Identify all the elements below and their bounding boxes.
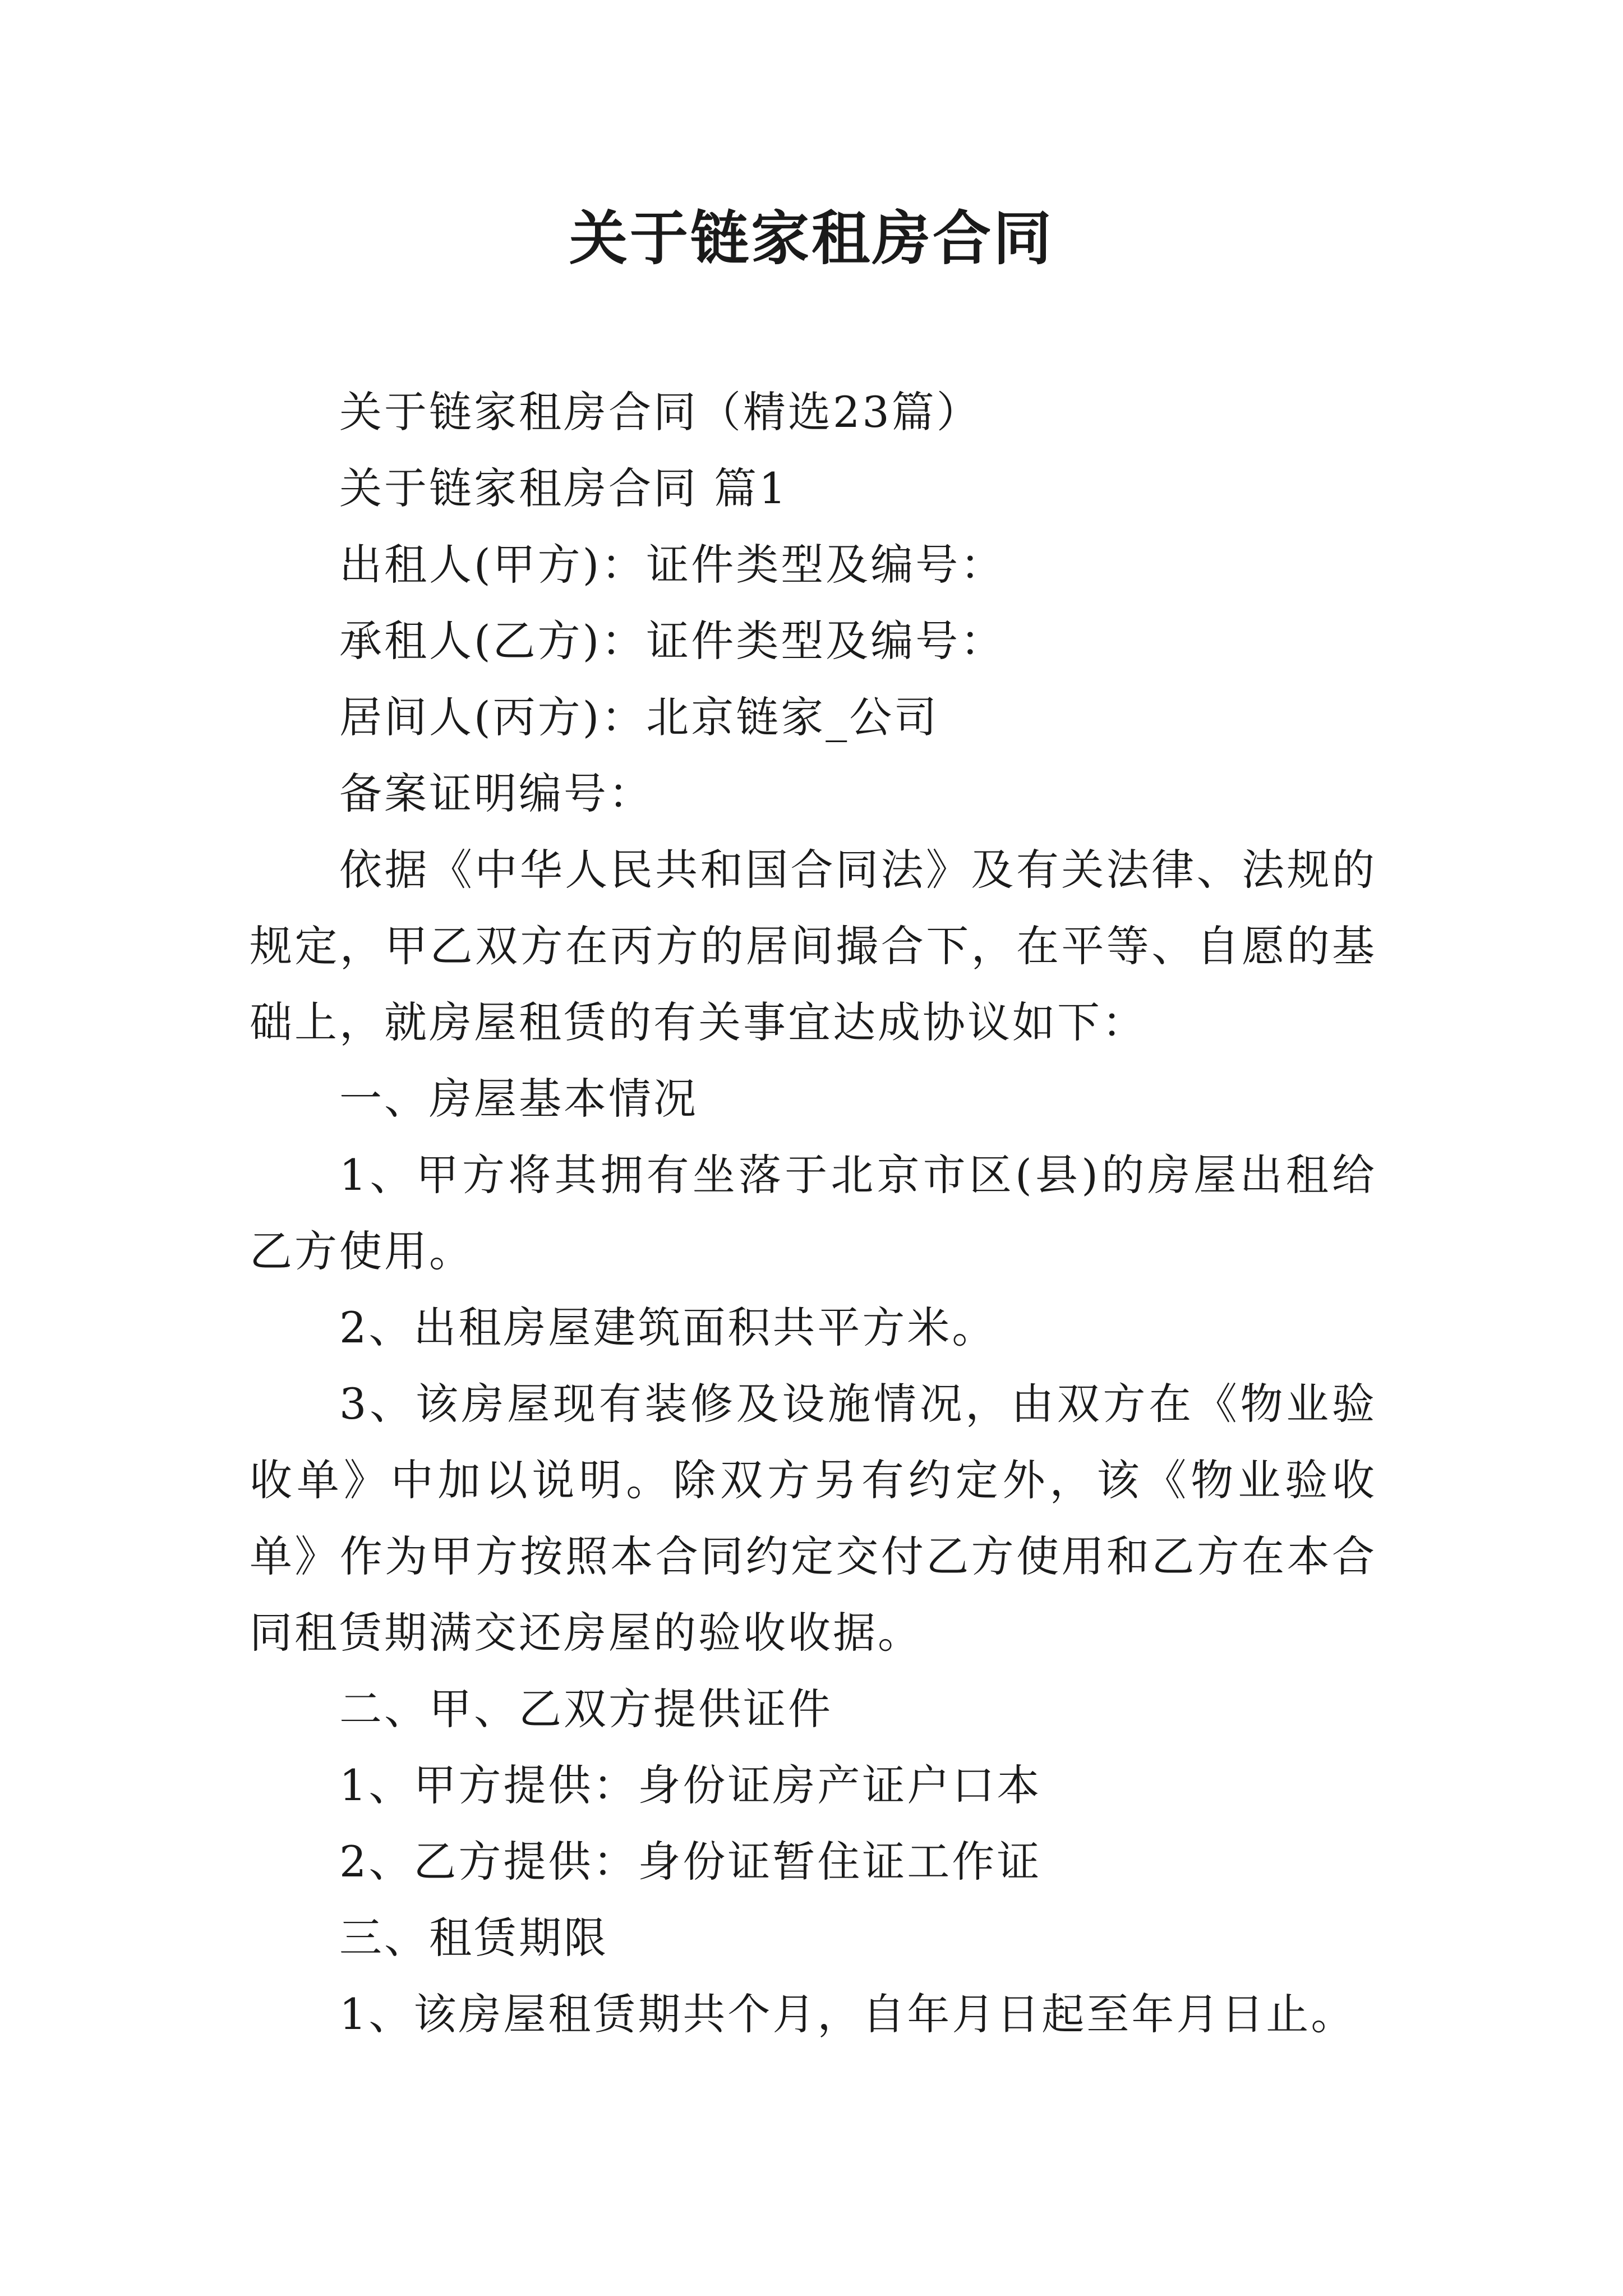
lessee-line: 承租人(乙方)：证件类型及编号： xyxy=(339,616,1006,666)
lessor-line: 出租人(甲方)：证件类型及编号： xyxy=(339,540,1006,590)
filing-number-line: 备案证明编号： xyxy=(339,769,653,818)
document-body xyxy=(250,374,1377,2053)
clause-item: 2、出租房屋建筑面积共平方米。 xyxy=(339,1303,997,1352)
document-title: 关于链家租房合同 xyxy=(569,204,1054,273)
clause-item: 1、甲方将其拥有坐落于北京市区(县)的房屋出租给乙方使用。 xyxy=(250,1150,1377,1276)
preamble-paragraph: 依据《中华人民共和国合同法》及有关法律、法规的规定，甲乙双方在丙方的居间撮合下，在平等、自愿的基础上，就房屋租赁的有关事宜达成协议如下： xyxy=(250,845,1377,1047)
section-heading: 关于链家租房合同 篇1 xyxy=(339,463,789,513)
clause-item: 1、该房屋租赁期共个月，自年月日起至年月日止。 xyxy=(339,1989,1356,2039)
clause-heading-1: 一、房屋基本情况 xyxy=(339,1074,698,1124)
clause-heading-3: 三、租赁期限 xyxy=(339,1913,608,1963)
clause-item: 1、甲方提供：身份证房产证户口本 xyxy=(339,1760,1042,1810)
document-subtitle: 关于链家租房合同（精选23篇） xyxy=(339,387,981,437)
clause-heading-2: 二、甲、乙双方提供证件 xyxy=(339,1684,833,1734)
clause-item: 3、该房屋现有装修及设施情况，由双方在《物业验收单》中加以说明。除双方另有约定外，该《物业验收单》作为甲方按照本合同约定交付乙方使用和乙方在本合同租赁期满交还房屋的验收收据。 xyxy=(250,1379,1377,1658)
clause-item: 2、乙方提供：身份证暂住证工作证 xyxy=(339,1837,1042,1887)
intermediary-line: 居间人(丙方)：北京链家_公司 xyxy=(339,692,939,742)
